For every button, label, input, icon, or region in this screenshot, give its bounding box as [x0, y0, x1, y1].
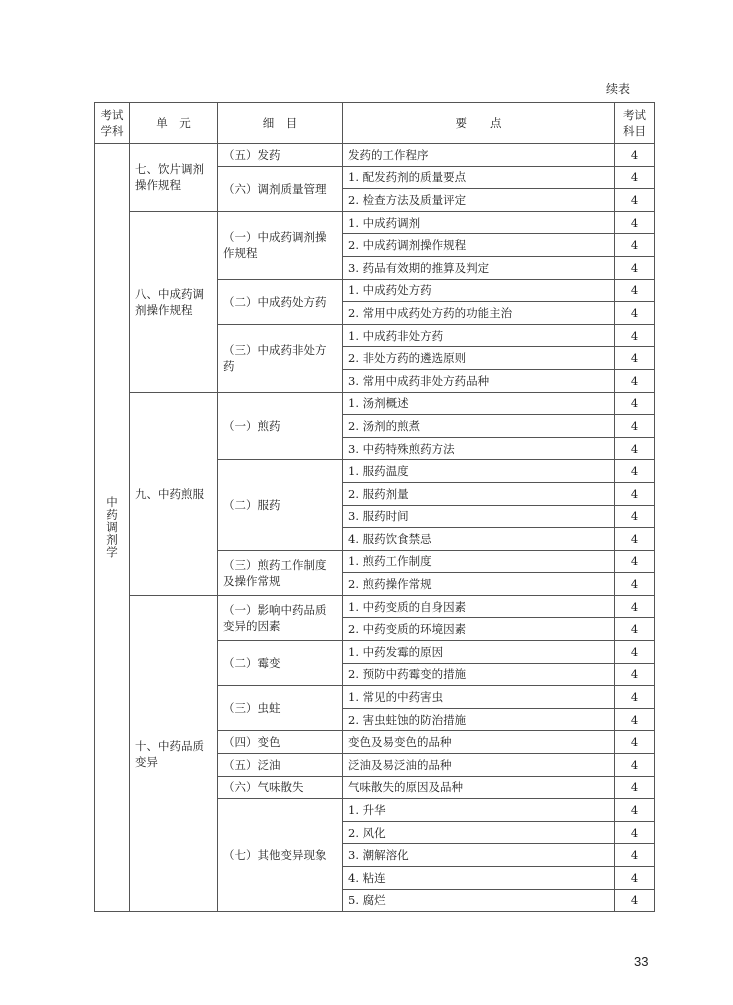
point-cell: 1. 配发药剂的质量要点 [343, 166, 615, 189]
syllabus-table [94, 102, 655, 912]
point-cell: 1. 煎药工作制度 [343, 550, 615, 573]
point-cell: 2. 常用中成药处方药的功能主治 [343, 302, 615, 325]
detail-cell: （二）服药 [218, 460, 343, 550]
detail-cell: （七）其他变异现象 [218, 799, 343, 912]
point-cell: 2. 非处方药的遴选原则 [343, 347, 615, 370]
table-row [95, 144, 655, 167]
point-cell: 5. 腐烂 [343, 889, 615, 912]
scope-cell: 4 [615, 302, 655, 325]
table-row [95, 595, 655, 618]
detail-cell: （五）发药 [218, 144, 343, 167]
scope-cell: 4 [615, 437, 655, 460]
header-scope: 考试科目 [615, 103, 655, 144]
point-cell: 2. 服药剂量 [343, 482, 615, 505]
scope-cell: 4 [615, 369, 655, 392]
detail-cell: （三）煎药工作制度及操作常规 [218, 550, 343, 595]
scope-cell: 4 [615, 347, 655, 370]
point-cell: 2. 汤剂的煎煮 [343, 415, 615, 438]
point-cell: 1. 中药发霉的原因 [343, 641, 615, 664]
scope-cell: 4 [615, 595, 655, 618]
unit-cell: 七、饮片调剂操作规程 [130, 144, 218, 212]
scope-cell: 4 [615, 166, 655, 189]
detail-cell: （三）中成药非处方药 [218, 324, 343, 392]
scope-cell: 4 [615, 392, 655, 415]
header-detail: 细 目 [218, 103, 343, 144]
scope-cell: 4 [615, 776, 655, 799]
point-cell: 变色及易变色的品种 [343, 731, 615, 754]
point-cell: 1. 常见的中药害虫 [343, 686, 615, 709]
header-unit: 单 元 [130, 103, 218, 144]
scope-cell: 4 [615, 528, 655, 551]
point-cell: 2. 中药变质的环境因素 [343, 618, 615, 641]
scope-cell: 4 [615, 867, 655, 890]
point-cell: 3. 中药特殊煎药方法 [343, 437, 615, 460]
point-cell: 1. 中药变质的自身因素 [343, 595, 615, 618]
scope-cell: 4 [615, 234, 655, 257]
scope-cell: 4 [615, 731, 655, 754]
header-subject: 考试学科 [95, 103, 130, 144]
unit-cell: 八、中成药调剂操作规程 [130, 211, 218, 392]
scope-cell: 4 [615, 550, 655, 573]
scope-cell: 4 [615, 844, 655, 867]
detail-cell: （二）中成药处方药 [218, 279, 343, 324]
table-body [95, 144, 655, 912]
point-cell: 1. 汤剂概述 [343, 392, 615, 415]
point-cell: 2. 煎药操作常规 [343, 573, 615, 596]
scope-cell: 4 [615, 618, 655, 641]
continued-label: 续表 [606, 82, 631, 96]
scope-cell: 4 [615, 573, 655, 596]
scope-cell: 4 [615, 482, 655, 505]
point-cell: 泛油及易泛油的品种 [343, 754, 615, 777]
table-row [95, 211, 655, 234]
point-cell: 1. 升华 [343, 799, 615, 822]
point-cell: 2. 风化 [343, 821, 615, 844]
scope-cell: 4 [615, 256, 655, 279]
scope-cell: 4 [615, 754, 655, 777]
point-cell: 3. 药品有效期的推算及判定 [343, 256, 615, 279]
scope-cell: 4 [615, 460, 655, 483]
point-cell: 发药的工作程序 [343, 144, 615, 167]
detail-cell: （三）虫蛀 [218, 686, 343, 731]
scope-cell: 4 [615, 415, 655, 438]
subject-cell [95, 144, 130, 912]
scope-cell: 4 [615, 144, 655, 167]
point-cell: 3. 潮解溶化 [343, 844, 615, 867]
scope-cell: 4 [615, 708, 655, 731]
detail-cell: （一）煎药 [218, 392, 343, 460]
scope-cell: 4 [615, 324, 655, 347]
point-cell: 4. 服药饮食禁忌 [343, 528, 615, 551]
scope-cell: 4 [615, 189, 655, 212]
point-cell: 气味散失的原因及品种 [343, 776, 615, 799]
point-cell: 1. 服药温度 [343, 460, 615, 483]
detail-cell: （四）变色 [218, 731, 343, 754]
scope-cell: 4 [615, 505, 655, 528]
detail-cell: （二）霉变 [218, 641, 343, 686]
unit-cell: 十、中药品质变异 [130, 595, 218, 911]
subject-label: 中药调剂学 [105, 496, 119, 559]
point-cell: 3. 常用中成药非处方药品种 [343, 369, 615, 392]
scope-cell: 4 [615, 641, 655, 664]
unit-cell: 九、中药煎服 [130, 392, 218, 595]
point-cell: 2. 检查方法及质量评定 [343, 189, 615, 212]
point-cell: 1. 中成药非处方药 [343, 324, 615, 347]
detail-cell: （六）调剂质量管理 [218, 166, 343, 211]
scope-cell: 4 [615, 211, 655, 234]
detail-cell: （五）泛油 [218, 754, 343, 777]
scope-cell: 4 [615, 889, 655, 912]
detail-cell: （六）气味散失 [218, 776, 343, 799]
point-cell: 2. 预防中药霉变的措施 [343, 663, 615, 686]
scope-cell: 4 [615, 821, 655, 844]
point-cell: 4. 粘连 [343, 867, 615, 890]
scope-cell: 4 [615, 686, 655, 709]
scope-cell: 4 [615, 799, 655, 822]
scope-cell: 4 [615, 663, 655, 686]
table-row [95, 392, 655, 415]
point-cell: 1. 中成药调剂 [343, 211, 615, 234]
detail-cell: （一）影响中药品质变异的因素 [218, 595, 343, 640]
point-cell: 3. 服药时间 [343, 505, 615, 528]
header-points: 要 点 [343, 103, 615, 144]
point-cell: 2. 害虫蛀蚀的防治措施 [343, 708, 615, 731]
table-header-row [95, 103, 655, 144]
detail-cell: （一）中成药调剂操作规程 [218, 211, 343, 279]
page-number: 33 [634, 954, 649, 969]
scope-cell: 4 [615, 279, 655, 302]
point-cell: 1. 中成药处方药 [343, 279, 615, 302]
point-cell: 2. 中成药调剂操作规程 [343, 234, 615, 257]
